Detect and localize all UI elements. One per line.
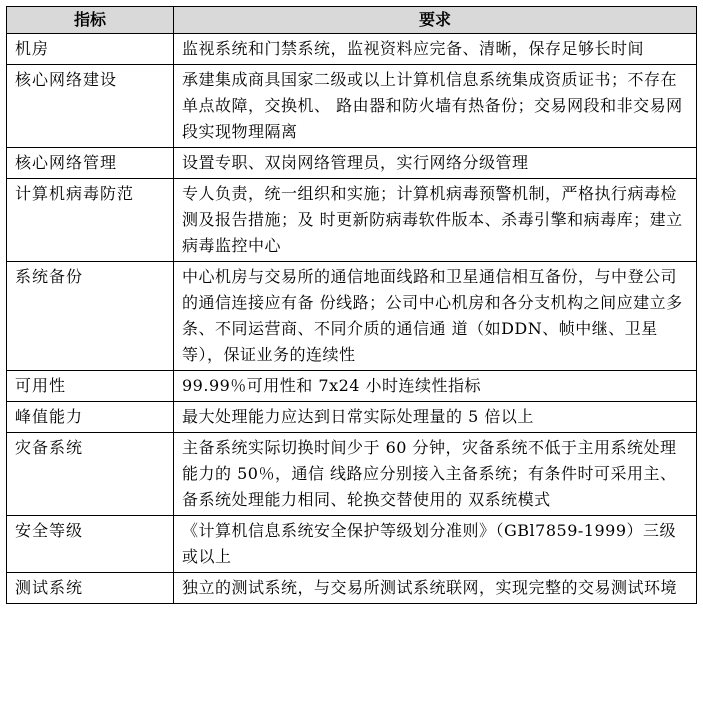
row-indicator: 计算机病毒防范 xyxy=(7,179,174,262)
table-row xyxy=(7,34,697,65)
row-indicator: 可用性 xyxy=(7,371,174,402)
table-row xyxy=(7,65,697,148)
row-indicator: 安全等级 xyxy=(7,516,174,573)
table-row xyxy=(7,371,697,402)
table-row xyxy=(7,573,697,604)
row-requirement: 设置专职、双岗网络管理员，实行网络分级管理 xyxy=(174,148,697,179)
table-header-row xyxy=(7,7,697,34)
row-requirement: 99.99％可用性和 7x24 小时连续性指标 xyxy=(174,371,697,402)
table-row xyxy=(7,516,697,573)
column-header-indicator: 指标 xyxy=(7,7,174,34)
column-header-requirement: 要求 xyxy=(174,7,697,34)
table-row xyxy=(7,148,697,179)
row-requirement: 承建集成商具国家二级或以上计算机信息系统集成资质证书；不存在单点故障，交换机、 路由器和防火墙有热备份；交易网段和非交易网段实现物理隔离 xyxy=(174,65,697,148)
requirements-table xyxy=(6,6,697,604)
row-indicator: 测试系统 xyxy=(7,573,174,604)
row-requirement: 监视系统和门禁系统，监视资料应完备、清晰，保存足够长时间 xyxy=(174,34,697,65)
row-indicator: 峰值能力 xyxy=(7,402,174,433)
requirements-table-container xyxy=(6,6,696,604)
row-requirement: 中心机房与交易所的通信地面线路和卫星通信相互备份，与中登公司的通信连接应有备 份线路；公司中心机房和各分支机构之间应建立多条、不同运营商、不同介质的通信通 道（如DDN、帧中继、卫星等），保证业务的连续性 xyxy=(174,262,697,371)
table-row xyxy=(7,179,697,262)
row-requirement: 最大处理能力应达到日常实际处理量的 5 倍以上 xyxy=(174,402,697,433)
row-indicator: 灾备系统 xyxy=(7,433,174,516)
row-requirement: 独立的测试系统，与交易所测试系统联网，实现完整的交易测试环境 xyxy=(174,573,697,604)
table-row xyxy=(7,433,697,516)
row-indicator: 机房 xyxy=(7,34,174,65)
row-requirement: 《计算机信息系统安全保护等级划分准则》（GBl7859-1999）三级或以上 xyxy=(174,516,697,573)
table-row xyxy=(7,402,697,433)
row-requirement: 主备系统实际切换时间少于 60 分钟，灾备系统不低于主用系统处理能力的 50％，通信 线路应分别接入主备系统；有条件时可采用主、备系统处理能力相同、轮换交替使用的 双系统模式 xyxy=(174,433,697,516)
row-requirement: 专人负责，统一组织和实施；计算机病毒预警机制，严格执行病毒检测及报告措施；及 时更新防病毒软件版本、杀毒引擎和病毒库；建立病毒监控中心 xyxy=(174,179,697,262)
row-indicator: 系统备份 xyxy=(7,262,174,371)
row-indicator: 核心网络建设 xyxy=(7,65,174,148)
row-indicator: 核心网络管理 xyxy=(7,148,174,179)
table-row xyxy=(7,262,697,371)
